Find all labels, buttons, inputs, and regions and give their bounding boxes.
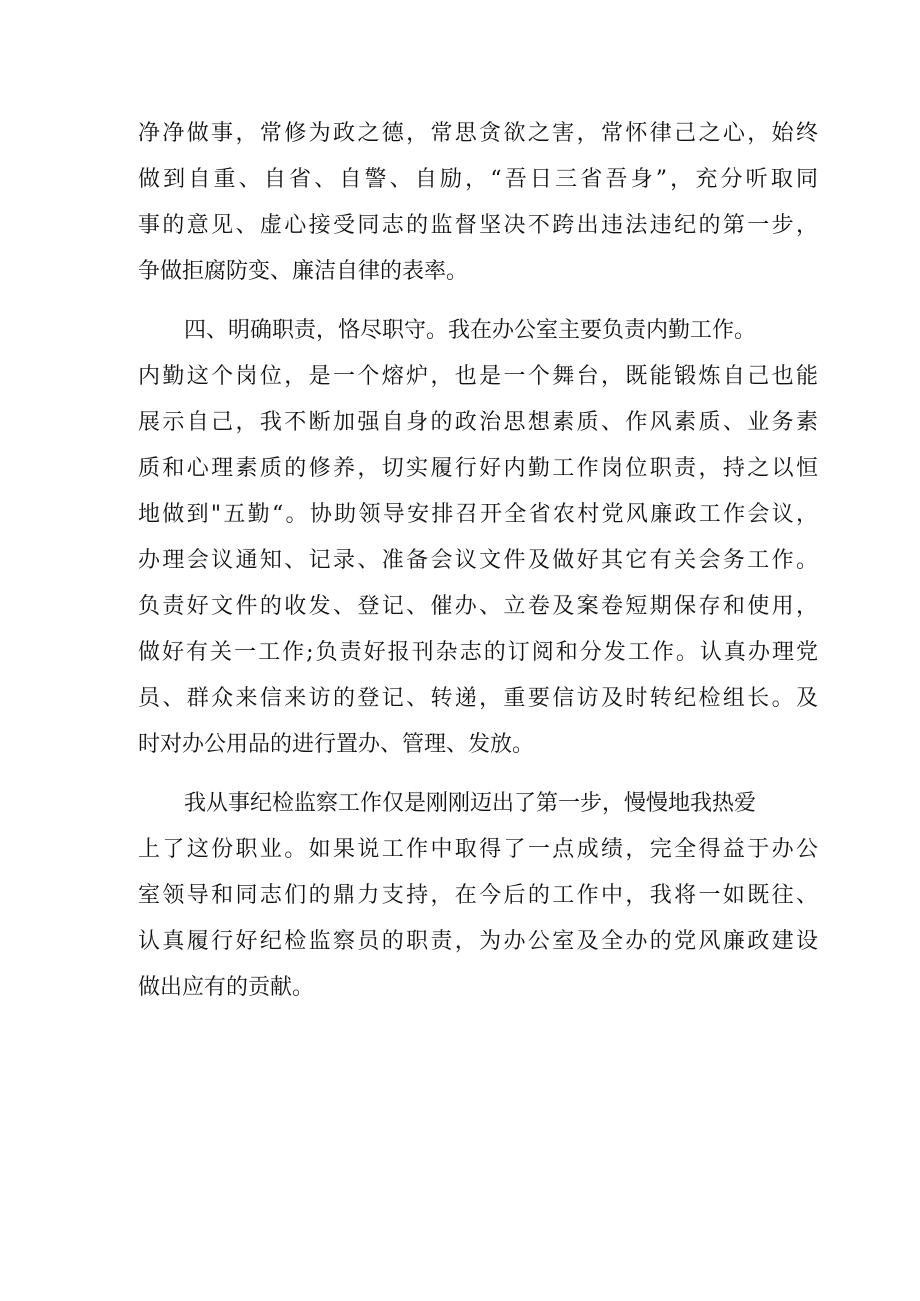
text-line: 做出应有的贡献。 xyxy=(138,975,315,1000)
paragraph-continuation xyxy=(138,111,818,295)
text-line: 争做拒腐防变、廉洁自律的表率。 xyxy=(138,259,469,284)
text-line: 地做到"五勤“。协助领导安排召开全省农村党风廉政工作会议， xyxy=(138,502,818,527)
text-line: 时对办公用品的进行置办、管理、发放。 xyxy=(138,732,535,757)
text-line: 做到自重、自省、自警、自励，“吾日三省吾身”，充分听取同 xyxy=(138,167,818,192)
text-line: 内勤这个岗位，是一个熔炉，也是一个舞台，既能锻炼自己也能 xyxy=(138,364,818,389)
text-line: 上了这份职业。如果说工作中取得了一点成绩，完全得益于办公 xyxy=(138,837,818,862)
text-line: 办理会议通知、记录、准备会议文件及做好其它有关会务工作。 xyxy=(138,548,818,573)
text-line: 展示自己，我不断加强自身的政治思想素质、作风素质、业务素 xyxy=(138,410,818,435)
text-line: 认真履行好纪检监察员的职责，为办公室及全办的党风廉政建设 xyxy=(138,929,818,954)
text-line: 四、明确职责，恪尽职守。我在办公室主要负责内勤工作。 xyxy=(184,318,757,343)
text-line: 员、群众来信来访的登记、转递，重要信访及时转纪检组长。及 xyxy=(138,686,818,711)
paragraph-duties xyxy=(138,308,818,768)
text-line: 负责好文件的收发、登记、催办、立卷及案卷短期保存和使用， xyxy=(138,594,818,619)
text-line: 净净做事，常修为政之德，常思贪欲之害，常怀律己之心，始终 xyxy=(138,121,818,146)
paragraph-conclusion xyxy=(138,781,818,1011)
text-line: 事的意见、虚心接受同志的监督坚决不跨出违法违纪的第一步， xyxy=(138,213,818,238)
text-line: 做好有关一工作;负责好报刊杂志的订阅和分发工作。认真办理党 xyxy=(138,640,818,665)
text-line: 室领导和同志们的鼎力支持，在今后的工作中，我将一如既往、 xyxy=(138,883,818,908)
text-line: 质和心理素质的修养，切实履行好内勤工作岗位职责，持之以恒 xyxy=(138,456,818,481)
text-line: 我从事纪检监察工作仅是刚刚迈出了第一步，慢慢地我热爱 xyxy=(184,791,757,816)
